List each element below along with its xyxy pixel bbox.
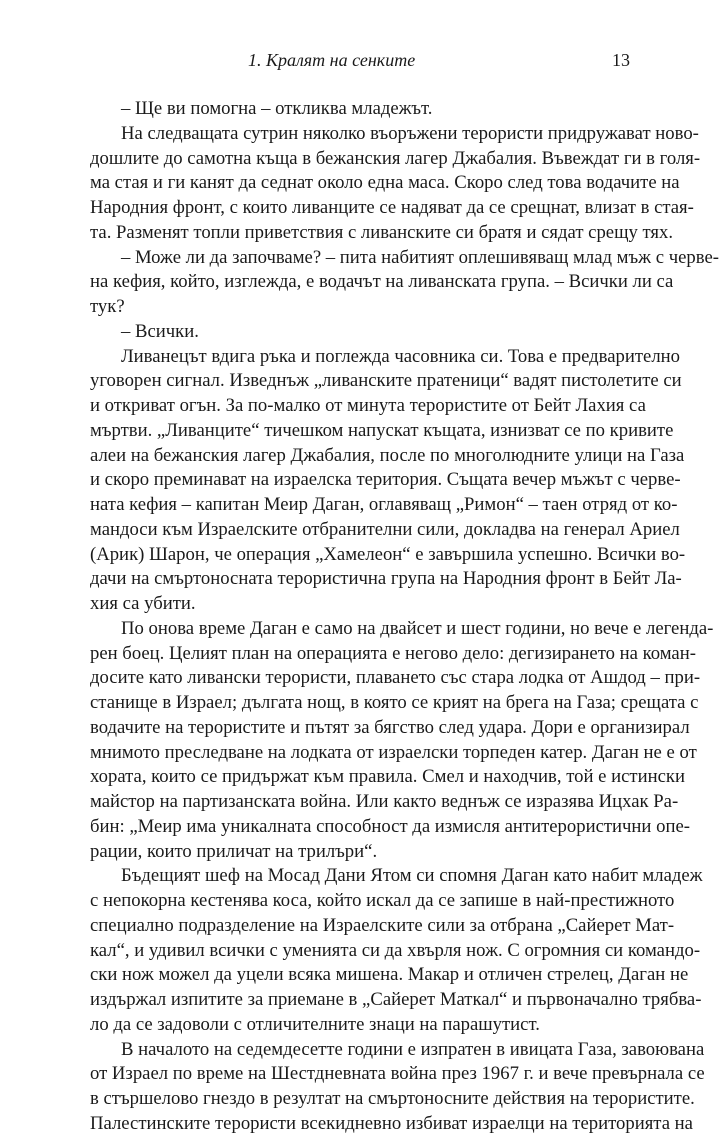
text-line: – Всички. (121, 320, 199, 342)
text-line: и скоро преминават на израелска територия. Същата вечер мъжът с черве- (90, 469, 681, 491)
text-line: та. Разменят топли приветствия с ливанските си братя и сядат срещу тях. (90, 221, 674, 243)
text-line: – Ще ви помогна – откликва младежът. (121, 98, 433, 119)
page-number: 13 (612, 50, 630, 70)
text-line: Народния фронт, с които ливанците се надяват да се срещнат, влизат в стая- (90, 197, 694, 218)
text-line: мандоси към Израелските отбранителни сили, докладва на генерал Ариел (90, 518, 680, 540)
text-line: рации, които приличат на трилъри“. (90, 840, 378, 862)
text-line: мнимото преследване на лодката от израелски торпеден катер. Даган не е от (90, 741, 697, 763)
text-line: (Арик) Шарон, че операция „Хамелеон“ е завършила успешно. Всички во- (90, 543, 686, 565)
text-line: хората, които се придържат към правила. Смел и находчив, той е истински (90, 766, 685, 788)
page-header (90, 48, 630, 72)
text-line: водачите на терористите и пътят за бягство след удара. Дори е организирал (90, 716, 690, 738)
text-line: бин: „Меир има уникалната способност да измисля антитерористични опе- (90, 815, 690, 837)
body-text (90, 97, 719, 1137)
text-line: алеи на бежанския лагер Джабалия, после по многолюдните улици на Газа (90, 444, 685, 466)
text-line: На следващата сутрин няколко въоръжени терористи придружават ново- (121, 122, 699, 144)
text-line: мъртви. „Ливанците“ тичешком напускат къщата, изнизват се по кривите (90, 419, 674, 441)
text-line: Палестинските терористи всекидневно избиват израелци на територията на (90, 1112, 693, 1134)
text-line: По онова време Даган е само на двайсет и шест години, но вече е легенда- (121, 617, 714, 639)
text-line: ма стая и ги канят да седнат около една маса. Скоро след това водачите на (90, 172, 680, 194)
text-line: и откриват огън. За по-малко от минута терористите от Бейт Лахия са (90, 395, 646, 416)
text-line: дошлите до самотна къща в бежанския лагер Джабалия. Въвеждат ги в голя- (90, 147, 701, 169)
text-line: ната кефия – капитан Меир Даган, оглавяващ „Римон“ – таен отряд от ко- (90, 494, 678, 515)
text-line: досите като ливански терористи, плаването със стара лодка от Ашдод – при- (90, 667, 701, 689)
text-line: на кефия, който, изглежда, е водачът на ливанската група. – Всички ли са (90, 271, 674, 293)
text-line: тук? (90, 296, 125, 317)
text-line: издържал изпитите за приемане в „Сайерет Маткал“ и първоначално трябва- (90, 989, 702, 1010)
text-line: ло да се задоволи с отличителните знаци на парашутист. (90, 1013, 540, 1035)
text-line: дачи на смъртоносната терористична група на Народния фронт в Бейт Ла- (90, 568, 682, 590)
text-line: В началото на седемдесетте години е изпратен в ивицата Газа, завоювана (121, 1038, 705, 1060)
text-line: кал“, и удивил всички с уменията си да хвърля нож. С огромния си командо- (90, 939, 701, 961)
text-line: майстор на партизанската война. Или както веднъж се изразява Ицхак Ра- (90, 791, 679, 812)
text-line: в стършелово гнездо в резултат на смъртоносните действия на терористите. (90, 1088, 695, 1109)
text-line: станище в Израел; дългата нощ, в която се крият на брега на Газа; срещата с (90, 692, 699, 713)
running-title: 1. Кралят на сенките (248, 50, 416, 70)
text-line: – Може ли да започваме? – пита набитият оплешивяващ млад мъж с черве- (121, 246, 719, 268)
text-line: Бъдещият шеф на Мосад Дани Ятом си спомня Даган като набит младеж (121, 865, 703, 887)
text-line: ски нож можел да уцели всяка мишена. Макар и отличен стрелец, Даган не (90, 964, 689, 986)
text-line: специално подразделение на Израелските сили за отбрана „Сайерет Мат- (90, 914, 675, 936)
text-line: уговорен сигнал. Изведнъж „ливанските пратеници“ вадят пистолетите си (90, 370, 682, 392)
text-line: хия са убити. (90, 593, 196, 614)
text-line: Ливанецът вдига ръка и поглежда часовника си. Това е предварително (121, 345, 681, 367)
text-line: с непокорна кестенява коса, който искал да се запише в най-престижното (90, 890, 675, 911)
text-line: от Израел по време на Шестдневната война през 1967 г. и вече превърнала се (90, 1063, 705, 1085)
text-line: рен боец. Целият план на операцията е негово дело: дегизирането на коман- (90, 642, 696, 664)
